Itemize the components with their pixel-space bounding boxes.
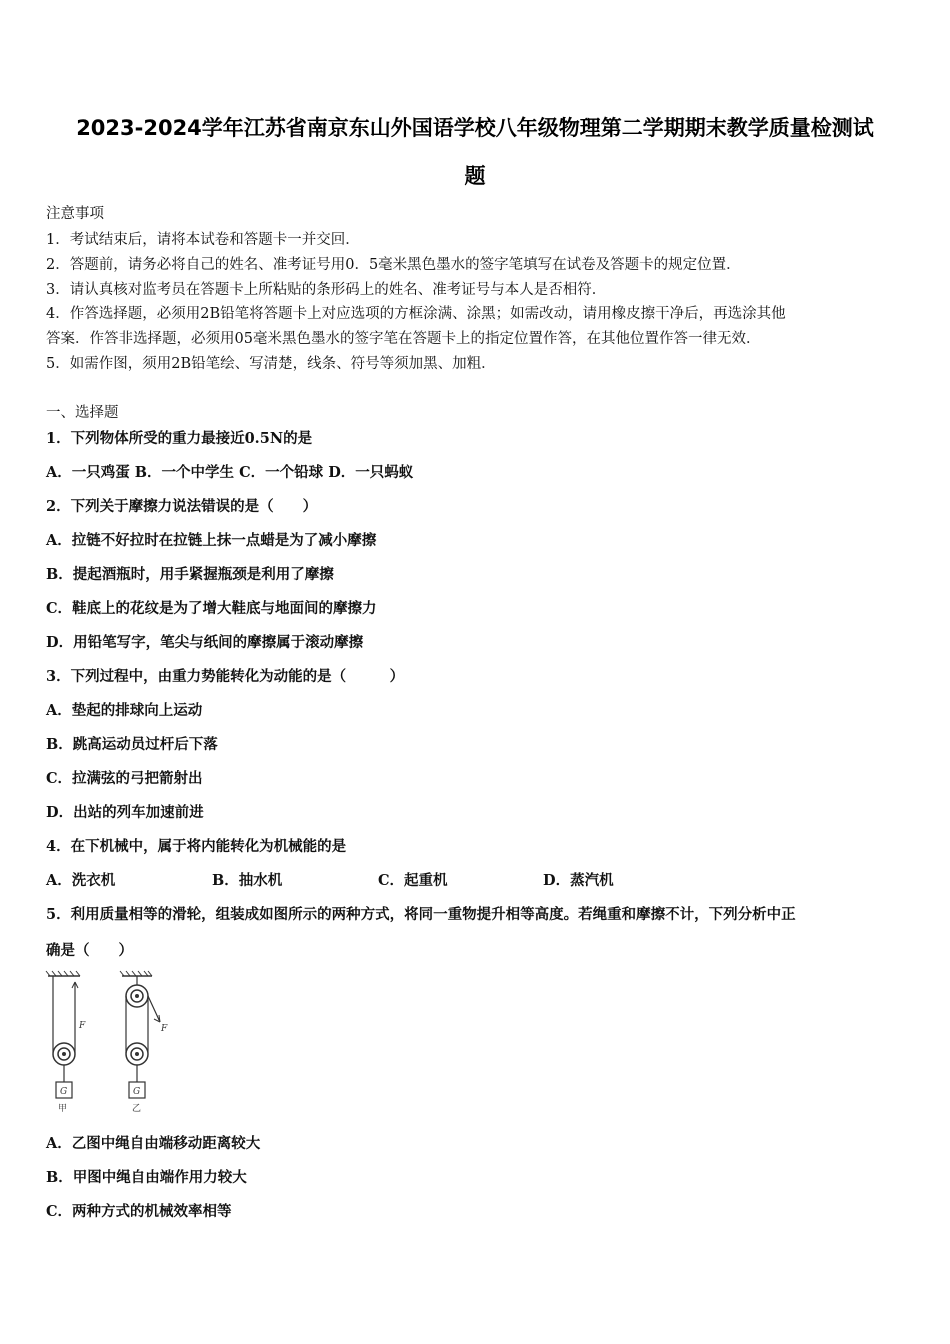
question-1-stem: 1．下列物体所受的重力最接近0.5N的是 bbox=[46, 430, 313, 447]
notice-item: 3．请认真核对监考员在答题卡上所粘贴的条形码上的姓名、准考证号与本人是否相符． bbox=[46, 282, 607, 298]
force-label-right: F bbox=[161, 1024, 168, 1034]
question-2-option-c: C．鞋底上的花纹是为了增大鞋底与地面间的摩擦力 bbox=[46, 600, 377, 617]
pulley-figure bbox=[40, 968, 190, 1118]
question-4-option-b: B．抽水机 bbox=[212, 872, 283, 889]
weight-label-left: G bbox=[60, 1087, 68, 1097]
section-heading: 一、选择题 bbox=[46, 405, 119, 421]
question-5-option-b: B．甲图中绳自由端作用力较大 bbox=[46, 1169, 247, 1186]
page-title: 2023-2024学年江苏省南京东山外国语学校八年级物理第二学期期末教学质量检测试 bbox=[76, 116, 874, 140]
force-label-left: F bbox=[79, 1021, 86, 1031]
question-5-stem-continued: 确是（ ） bbox=[46, 942, 133, 959]
question-5-option-a: A．乙图中绳自由端移动距离较大 bbox=[46, 1135, 261, 1152]
question-3-option-a: A．垫起的排球向上运动 bbox=[46, 702, 203, 719]
pulley-setup-left bbox=[53, 976, 86, 1114]
notice-item: 5．如需作图，须用2B铅笔绘、写清楚，线条、符号等须加黑、加粗． bbox=[46, 356, 496, 372]
question-1-options: A．一只鸡蛋 B．一个中学生 C．一个铅球 D．一只蚂蚁 bbox=[46, 464, 414, 481]
pulley-setup-right bbox=[126, 976, 168, 1114]
notice-item: 2．答题前，请务必将自己的姓名、准考证号用0．5毫米黑色墨水的签字笔填写在试卷及答题卡的规定位置． bbox=[46, 257, 741, 273]
question-4-option-a: A．洗衣机 bbox=[46, 872, 116, 889]
notice-item: 1．考试结束后，请将本试卷和答题卡一并交回． bbox=[46, 232, 360, 248]
question-4-stem: 4．在下机械中，属于将内能转化为机械能的是 bbox=[46, 838, 347, 855]
page-title-continued: 题 bbox=[464, 164, 486, 188]
question-2-option-a: A．拉链不好拉时在拉链上抹一点蜡是为了减小摩擦 bbox=[46, 532, 377, 549]
notice-heading: 注意事项 bbox=[46, 206, 104, 222]
question-3-stem: 3．下列过程中，由重力势能转化为动能的是（ ） bbox=[46, 668, 405, 685]
weight-label-right: G bbox=[133, 1087, 141, 1097]
question-4-option-d: D．蒸汽机 bbox=[543, 872, 614, 889]
question-3-option-d: D．出站的列车加速前进 bbox=[46, 804, 204, 821]
question-3-option-c: C．拉满弦的弓把箭射出 bbox=[46, 770, 203, 787]
notice-item: 4．作答选择题，必须用2B铅笔将答题卡上对应选项的方框涂满、涂黑；如需改动，请用橡皮擦干净后，再选涂其他 bbox=[46, 306, 786, 322]
figure-label-right: 乙 bbox=[132, 1104, 142, 1114]
question-2-option-d: D．用铅笔写字，笔尖与纸间的摩擦属于滚动摩擦 bbox=[46, 634, 364, 651]
ceiling-left bbox=[46, 971, 80, 976]
notice-item: 答案．作答非选择题，必须用05毫米黑色墨水的签字笔在答题卡上的指定位置作答，在其他位置作答一律无效． bbox=[46, 331, 761, 347]
question-4-option-c: C．起重机 bbox=[378, 872, 448, 889]
question-2-option-b: B．提起酒瓶时，用手紧握瓶颈是利用了摩擦 bbox=[46, 566, 334, 583]
figure-label-left: 甲 bbox=[58, 1104, 68, 1114]
question-2-stem: 2．下列关于摩擦力说法错误的是（ ） bbox=[46, 498, 318, 515]
question-3-option-b: B．跳高运动员过杆后下落 bbox=[46, 736, 218, 753]
question-5-option-c: C．两种方式的机械效率相等 bbox=[46, 1203, 232, 1220]
ceiling-right bbox=[120, 971, 152, 976]
question-5-stem: 5．利用质量相等的滑轮，组装成如图所示的两种方式，将同一重物提升相等高度。若绳重和摩擦不计，下列分析中正 bbox=[46, 906, 796, 923]
